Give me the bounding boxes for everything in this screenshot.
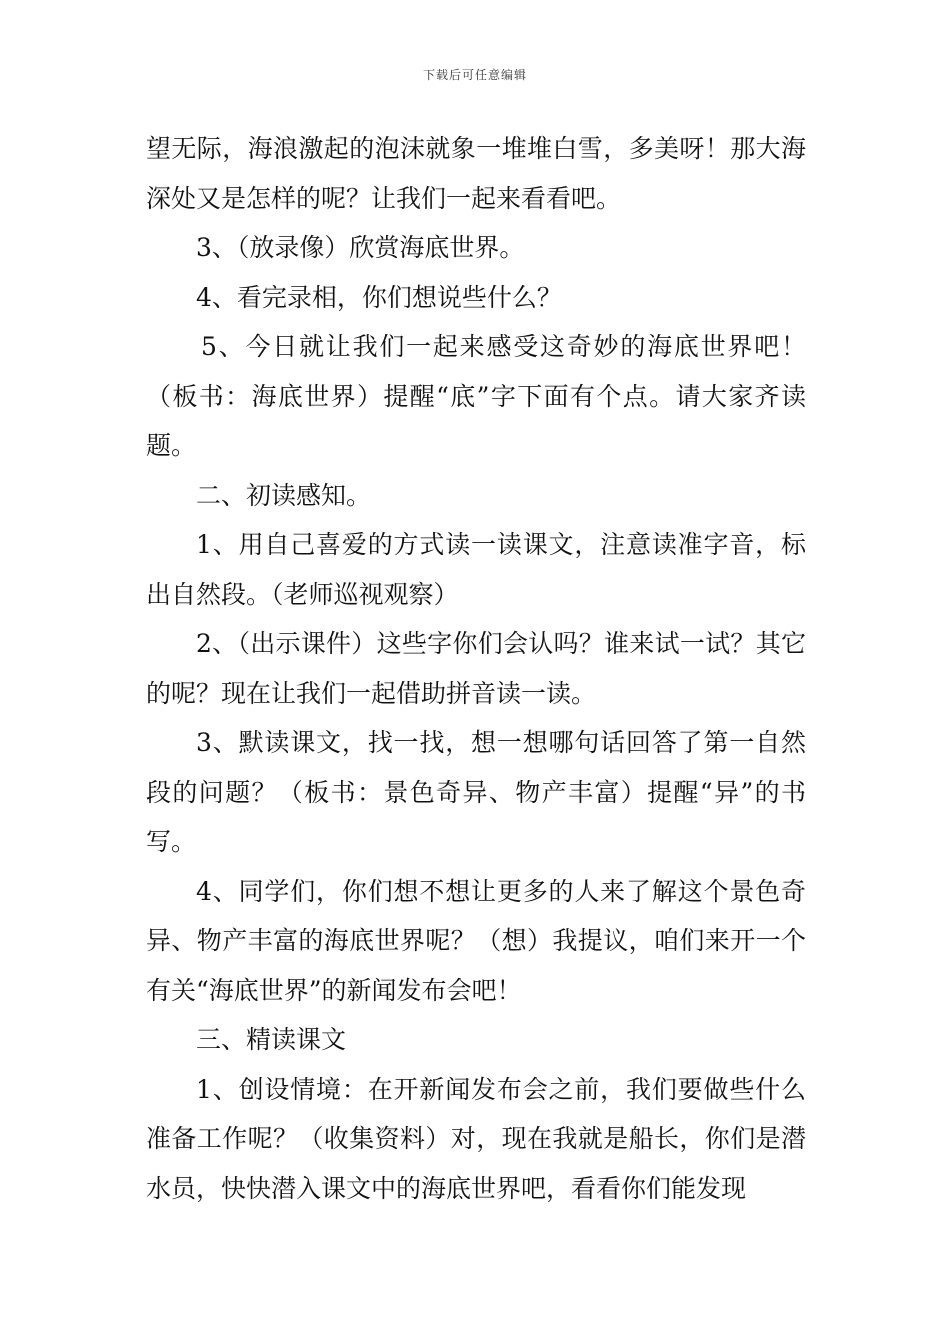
page-header: 下载后可任意编辑 <box>422 68 527 82</box>
paragraph-continuation: 望无际，海浪激起的泡沫就象一堆堆白雪，多美呀！那大海深处又是怎样的呢？让我们一起来看看吧。 <box>146 134 806 213</box>
paragraph-close-reading-1: 1、创设情境：在开新闻发布会之前，我们要做些什么准备工作呢？（收集资料）对，现在我就是船长，你们是潜水员，快快潜入课文中的海底世界吧，看看你们能发现 <box>146 1074 806 1203</box>
paragraph-step-3: 3、（放录像）欣赏海底世界。 <box>196 233 525 262</box>
section-heading-initial-reading: 二、初读感知。 <box>196 480 372 510</box>
paragraph-reading-1: 1、用自己喜爱的方式读一读课文，注意读准字音，标出自然段。（老师巡视观察） <box>146 530 806 609</box>
paragraph-reading-4: 4、同学们，你们想不想让更多的人来了解这个景色奇异、物产丰富的海底世界呢？（想）我提议，咱们来开一个有关“海底世界”的新闻发布会吧！ <box>146 876 806 1005</box>
paragraph-reading-2: 2、（出示课件）这些字你们会认吗？谁来试一试？其它的呢？现在让我们一起借助拼音读一读。 <box>146 629 806 708</box>
paragraph-step-5: 5、今日就让我们一起来感受这奇妙的海底世界吧！（板书：海底世界）提醒“底”字下面有个点。请大家齐读题。 <box>146 332 806 460</box>
paragraph-reading-3: 3、默读课文，找一找，想一想哪句话回答了第一自然段的问题？（板书：景色奇异、物产丰富）提醒“异”的书写。 <box>146 728 806 856</box>
paragraph-step-4: 4、看完录相，你们想说些什么？ <box>196 282 562 312</box>
section-heading-close-reading: 三、精读课文 <box>196 1025 347 1054</box>
document-body <box>146 124 806 1213</box>
